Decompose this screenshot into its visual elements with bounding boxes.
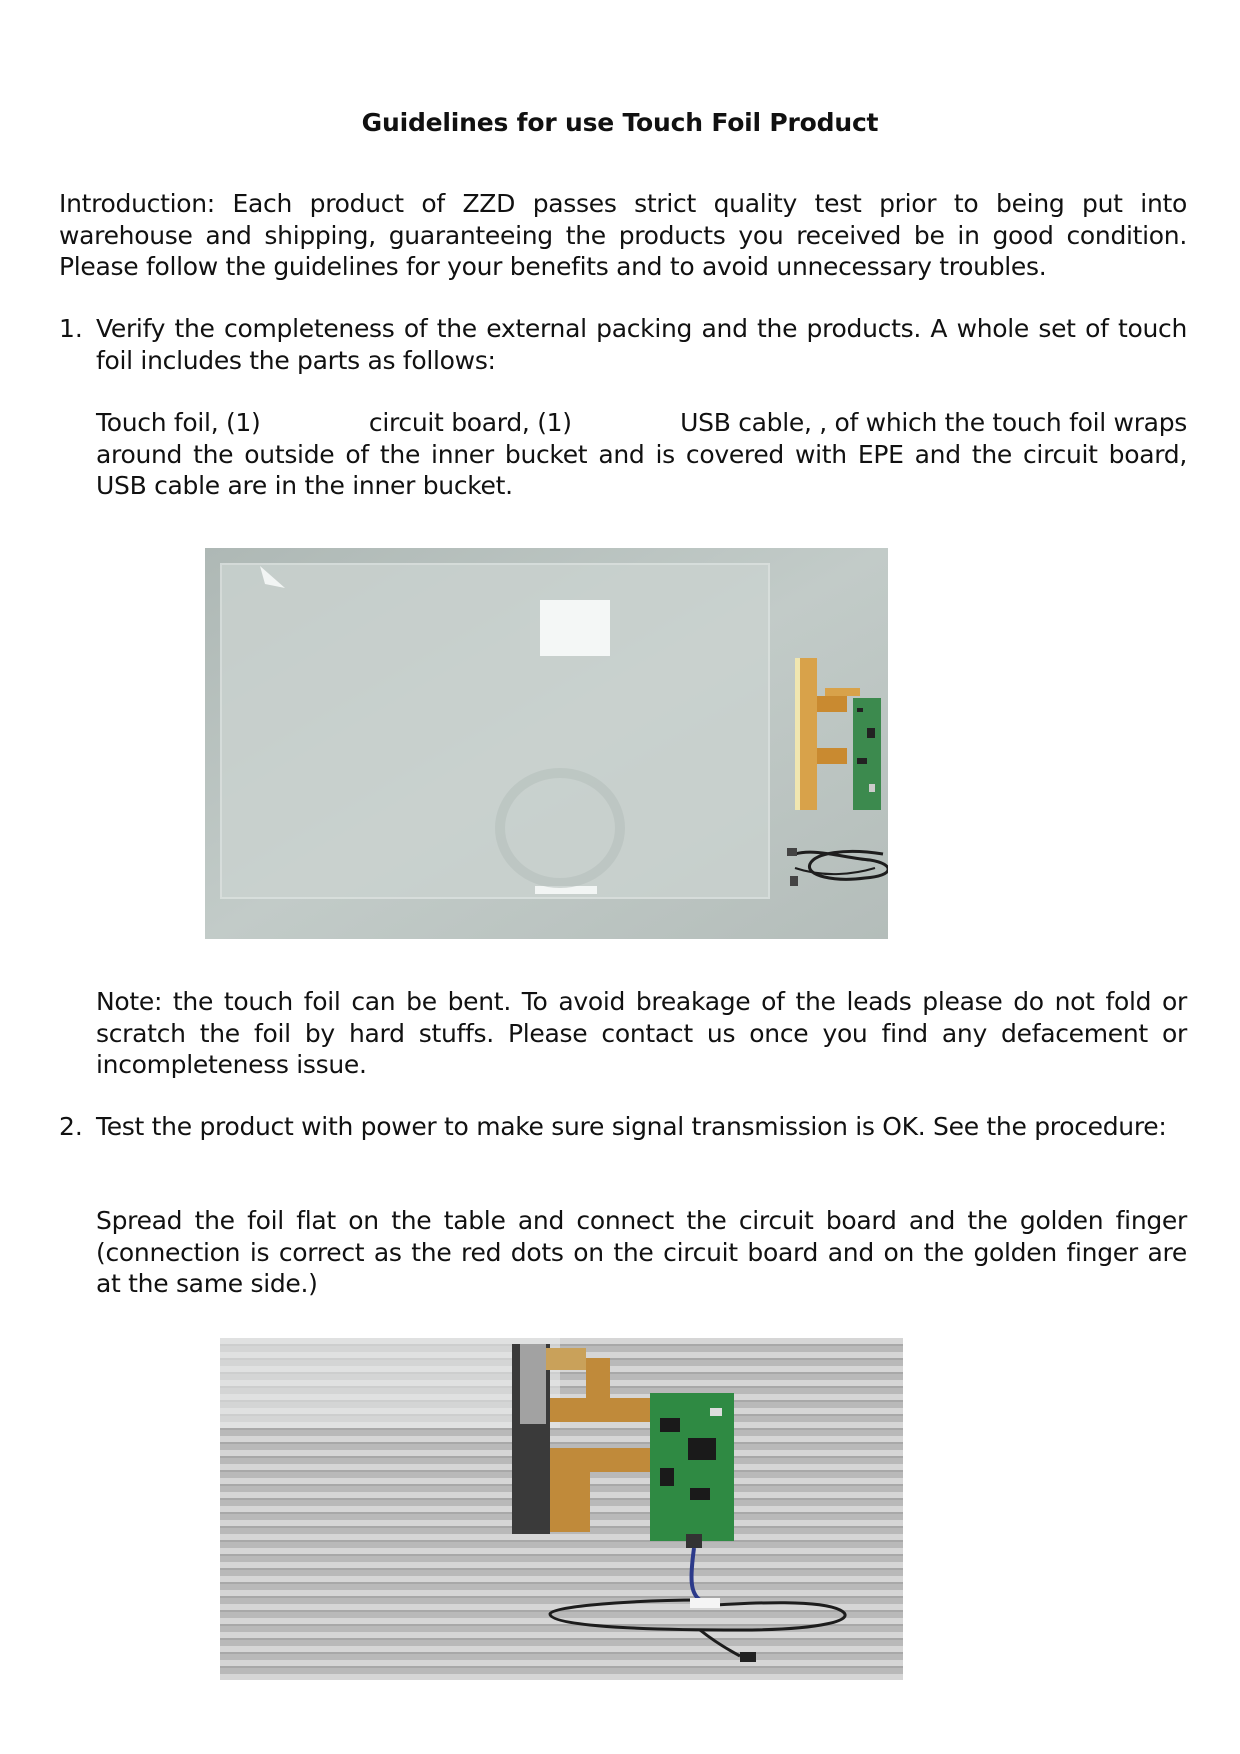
parts-rest: around the outside of the inner bucket and is covered with EPE and the circuit board, USB cable are in the inner bucket. — [96, 439, 1187, 500]
parts-list — [96, 407, 1187, 502]
parts-first-line — [96, 407, 1187, 439]
parts-usb-cable: USB cable, , of which the touch foil wraps — [680, 408, 1187, 437]
touch-foil-set-photo — [205, 548, 888, 939]
step-2-text: Test the product with power to make sure signal transmission is OK. See the procedure: — [96, 1112, 1167, 1141]
connected-board-photo — [220, 1338, 903, 1680]
step-1-text: Verify the completeness of the external packing and the products. A whole set of touch foil includes the parts as follows: — [96, 314, 1187, 375]
step-1-number: 1. — [59, 314, 83, 343]
note-paragraph: Note: the touch foil can be bent. To avoid breakage of the leads please do not fold or scratch the foil by hard stuffs. Please contact us once you find any defacement or incompleteness issue. — [96, 987, 1187, 1079]
document-title: Guidelines for use Touch Foil Product — [361, 108, 879, 137]
procedure-paragraph: Spread the foil flat on the table and connect the circuit board and the golden finger (connection is correct as the red dots on the circuit board and on the golden finger are at the same side.) — [96, 1206, 1187, 1298]
step-2-number: 2. — [59, 1112, 83, 1141]
intro-paragraph: Introduction: Each product of ZZD passes strict quality test prior to being put into warehouse and shipping, guaranteeing the products you received be in good condition. Please follow the guidelines for your benefits and to avoid unnecessary troubles. — [59, 189, 1187, 281]
parts-circuit-board: circuit board, (1) — [368, 408, 572, 437]
parts-touch-foil: Touch foil, (1) — [96, 408, 261, 437]
